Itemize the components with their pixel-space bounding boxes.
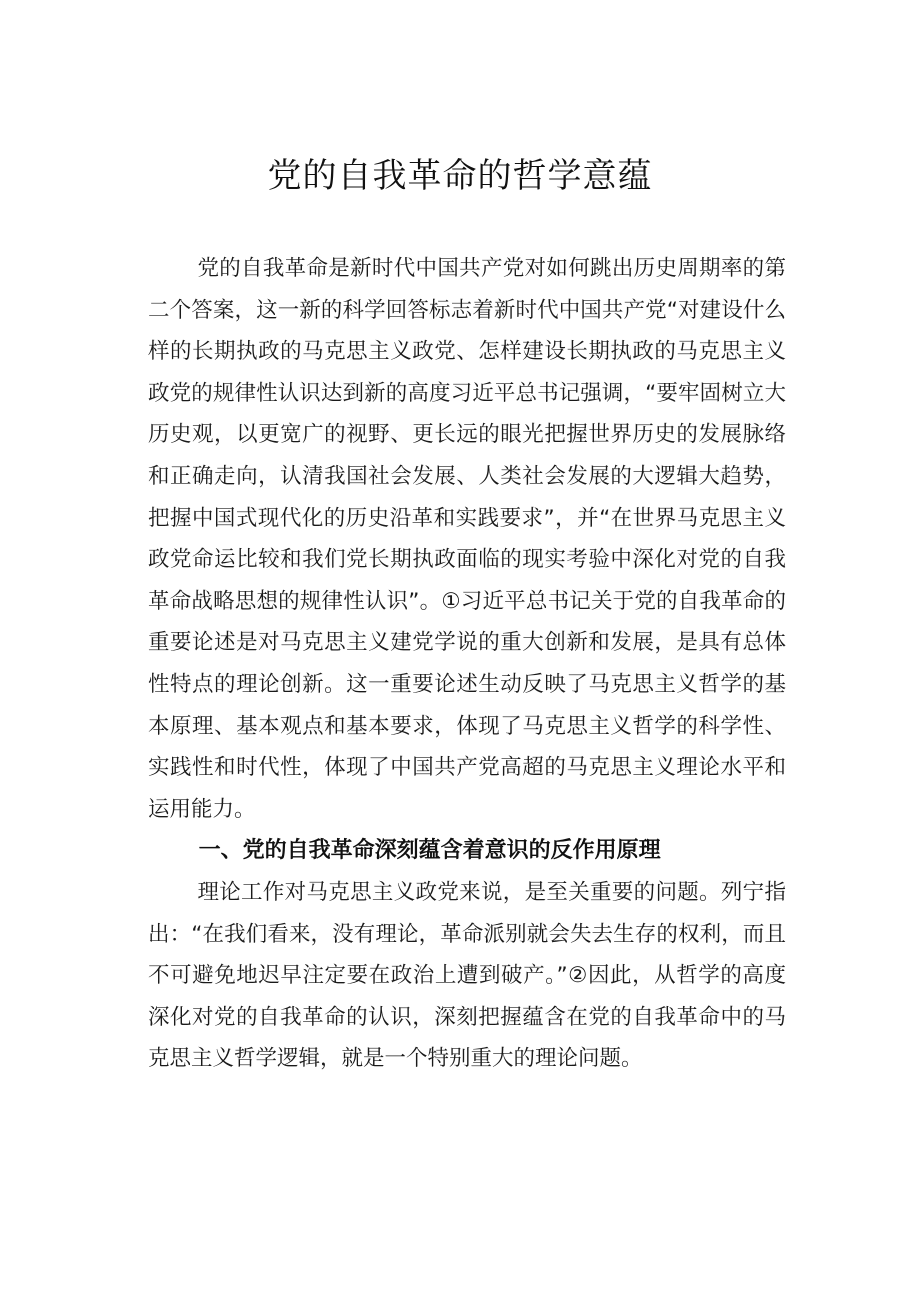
- paragraph-section-1: 理论工作对马克思主义政党来说，是至关重要的问题。列宁指出：“在我们看来，没有理论，革命派别就会失去生存的权利，而且不可避免地迟早注定要在政治上遭到破产。”②因此，从哲学的高度深化对党的自我革命的认识，深刻把握蕴含在党的自我革命中的马克思主义哲学逻辑，就是一个特别重大的理论问题。: [148, 879, 786, 1072]
- document-body: [148, 248, 786, 1080]
- paragraph-intro: 党的自我革命是新时代中国共产党对如何跳出历史周期率的第二个答案，这一新的科学回答标志着新时代中国共产党“对建设什么样的长期执政的马克思主义政党、怎样建设长期执政的马克思主义政党的规律性认识达到新的高度习近平总书记强调，“要牢固树立大历史观，以更宽广的视野、更长远的眼光把握世界历史的发展脉络和正确走向，认清我国社会发展、人类社会发展的大逻辑大趋势，把握中国式现代化的历史沿革和实践要求”，并“在世界马克思主义政党命运比较和我们党长期执政面临的现实考验中深化对党的自我革命战略思想的规律性认识”。①习近平总书记关于党的自我革命的重要论述是对马克思主义建党学说的重大创新和发展，是具有总体性特点的理论创新。这一重要论述生动反映了马克思主义哲学的基本原理、基本观点和基本要求，体现了马克思主义哲学的科学性、实践性和时代性，体现了中国共产党高超的马克思主义理论水平和运用能力。: [148, 256, 786, 822]
- section-heading-1: 一、党的自我革命深刻蕴含着意识的反作用原理: [198, 838, 661, 864]
- document-title: 党的自我革命的哲学意蕴: [267, 156, 653, 196]
